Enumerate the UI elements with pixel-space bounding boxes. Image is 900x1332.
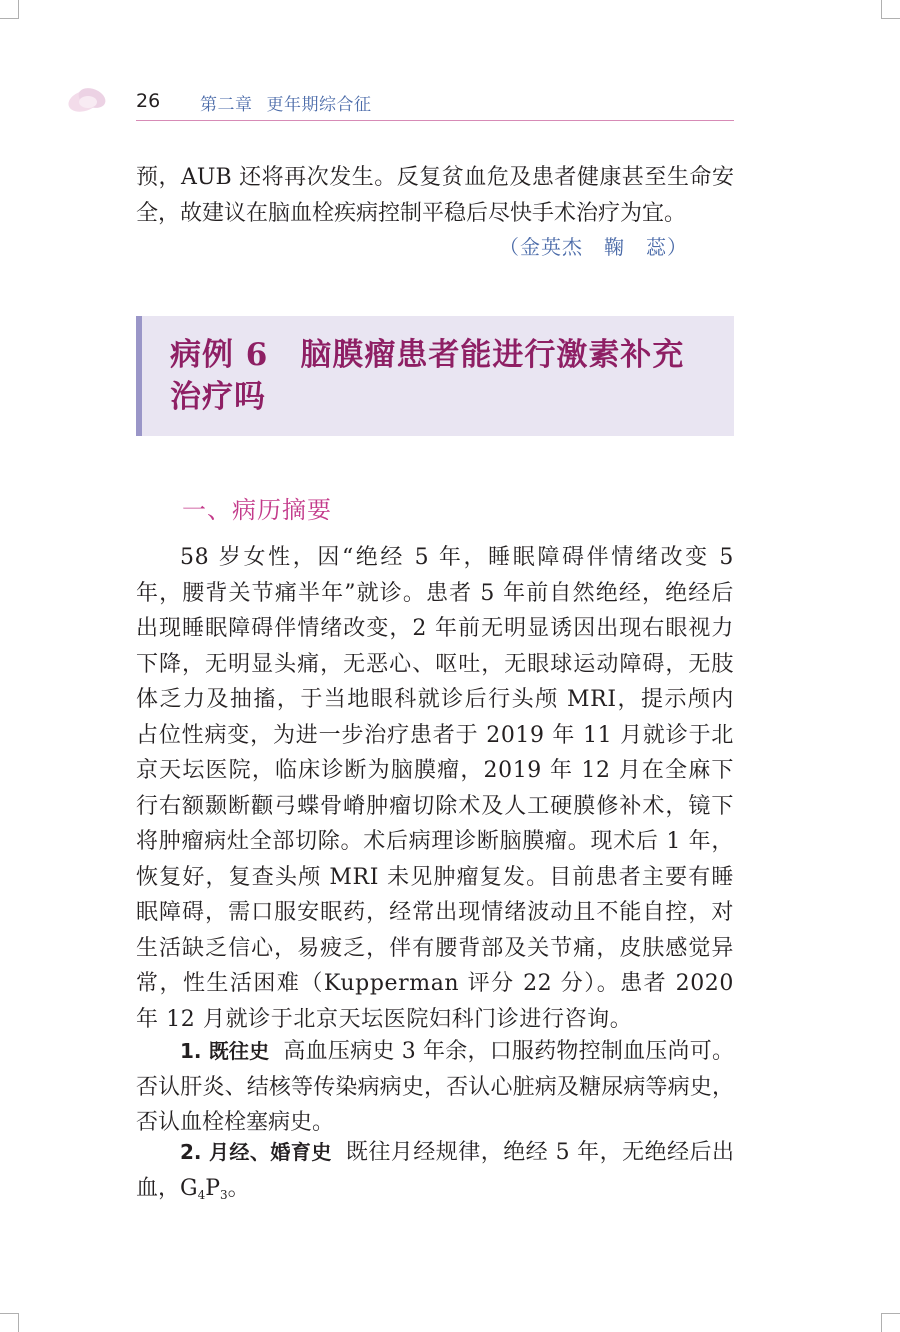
past-history-paragraph [136,1034,734,1141]
crop-mark-bottom-right [881,1313,900,1332]
chapter-number: 第二章 [200,95,253,115]
crop-mark-top-left [0,0,19,19]
crop-mark-top-right [881,0,900,19]
flower-petal-icon [66,82,110,116]
past-history-label: 1. 既往史 [180,1039,270,1063]
case-title-line-2: 治疗吗 [170,379,266,415]
chapter-title [200,90,372,115]
gravida-subscript: 4 [197,1187,206,1202]
menstrual-history-paragraph [136,1135,734,1206]
menstrual-history-text: 既往月经规律，绝经 5 年，无绝经后出血，G [136,1140,734,1201]
case-title-box [136,316,734,436]
case-summary-paragraph: 58 岁女性，因“绝经 5 年，睡眠障碍伴情绪改变 5 年，腰背关节痛半年”就诊。患者 5 年前自然绝经，绝经后出现睡眠障碍伴情绪改变，2 年前无明显诱因出现右眼视力下降，无明显头痛，无恶心、呕吐，无眼球运动障碍，无肢体乏力及抽搐，于当地眼科就诊后行头颅 MRI，提示颅内占位性病变，为进一步治疗患者于 2019 年 11 月就诊于北京天坛医院，临床诊断为脑膜瘤，2019 年 12 月在全麻下行右额颞断颧弓蝶骨嵴肿瘤切除术及人工硬膜修补术，镜下将肿瘤病灶全部切除。术后病理诊断脑膜瘤。现术后 1 年，恢复好，复查头颅 MRI 未见肿瘤复发。目前患者主要有睡眠障碍，需口服安眠药，经常出现情绪波动且不能自控，对生活缺乏信心，易疲乏，伴有腰背部及关节痛，皮肤感觉异常，性生活困难（Kupperman 评分 22 分）。患者 2020 年 12 月就诊于北京天坛医院妇科门诊进行咨询。 [136,545,734,1032]
intro-paragraph: 预，AUB 还将再次发生。反复贫血危及患者健康甚至生命安全，故建议在脑血栓疾病控制平稳后尽快手术治疗为宜。 [136,165,734,226]
page-number: 26 [136,90,161,112]
past-history-text: 高血压病史 3 年余，口服药物控制血压尚可。否认肝炎、结核等传染病病史，否认心脏病及糖尿病等病史，否认血栓栓塞病史。 [136,1039,734,1135]
author-attribution: （金英杰 鞠 蕊） [499,235,688,259]
case-title-line-1: 病例 6 脑膜瘤患者能进行激素补充 [170,337,685,373]
running-header [136,86,734,121]
end-mark: 。 [227,1175,250,1201]
crop-mark-bottom-left [0,1313,19,1332]
menstrual-history-label: 2. 月经、婚育史 [180,1140,332,1164]
chapter-name: 更年期综合征 [266,95,372,115]
para-subscript: 3 [220,1187,228,1202]
para-letter: P [205,1175,221,1201]
case-title [170,334,730,418]
section-heading: 一、病历摘要 [182,496,332,524]
